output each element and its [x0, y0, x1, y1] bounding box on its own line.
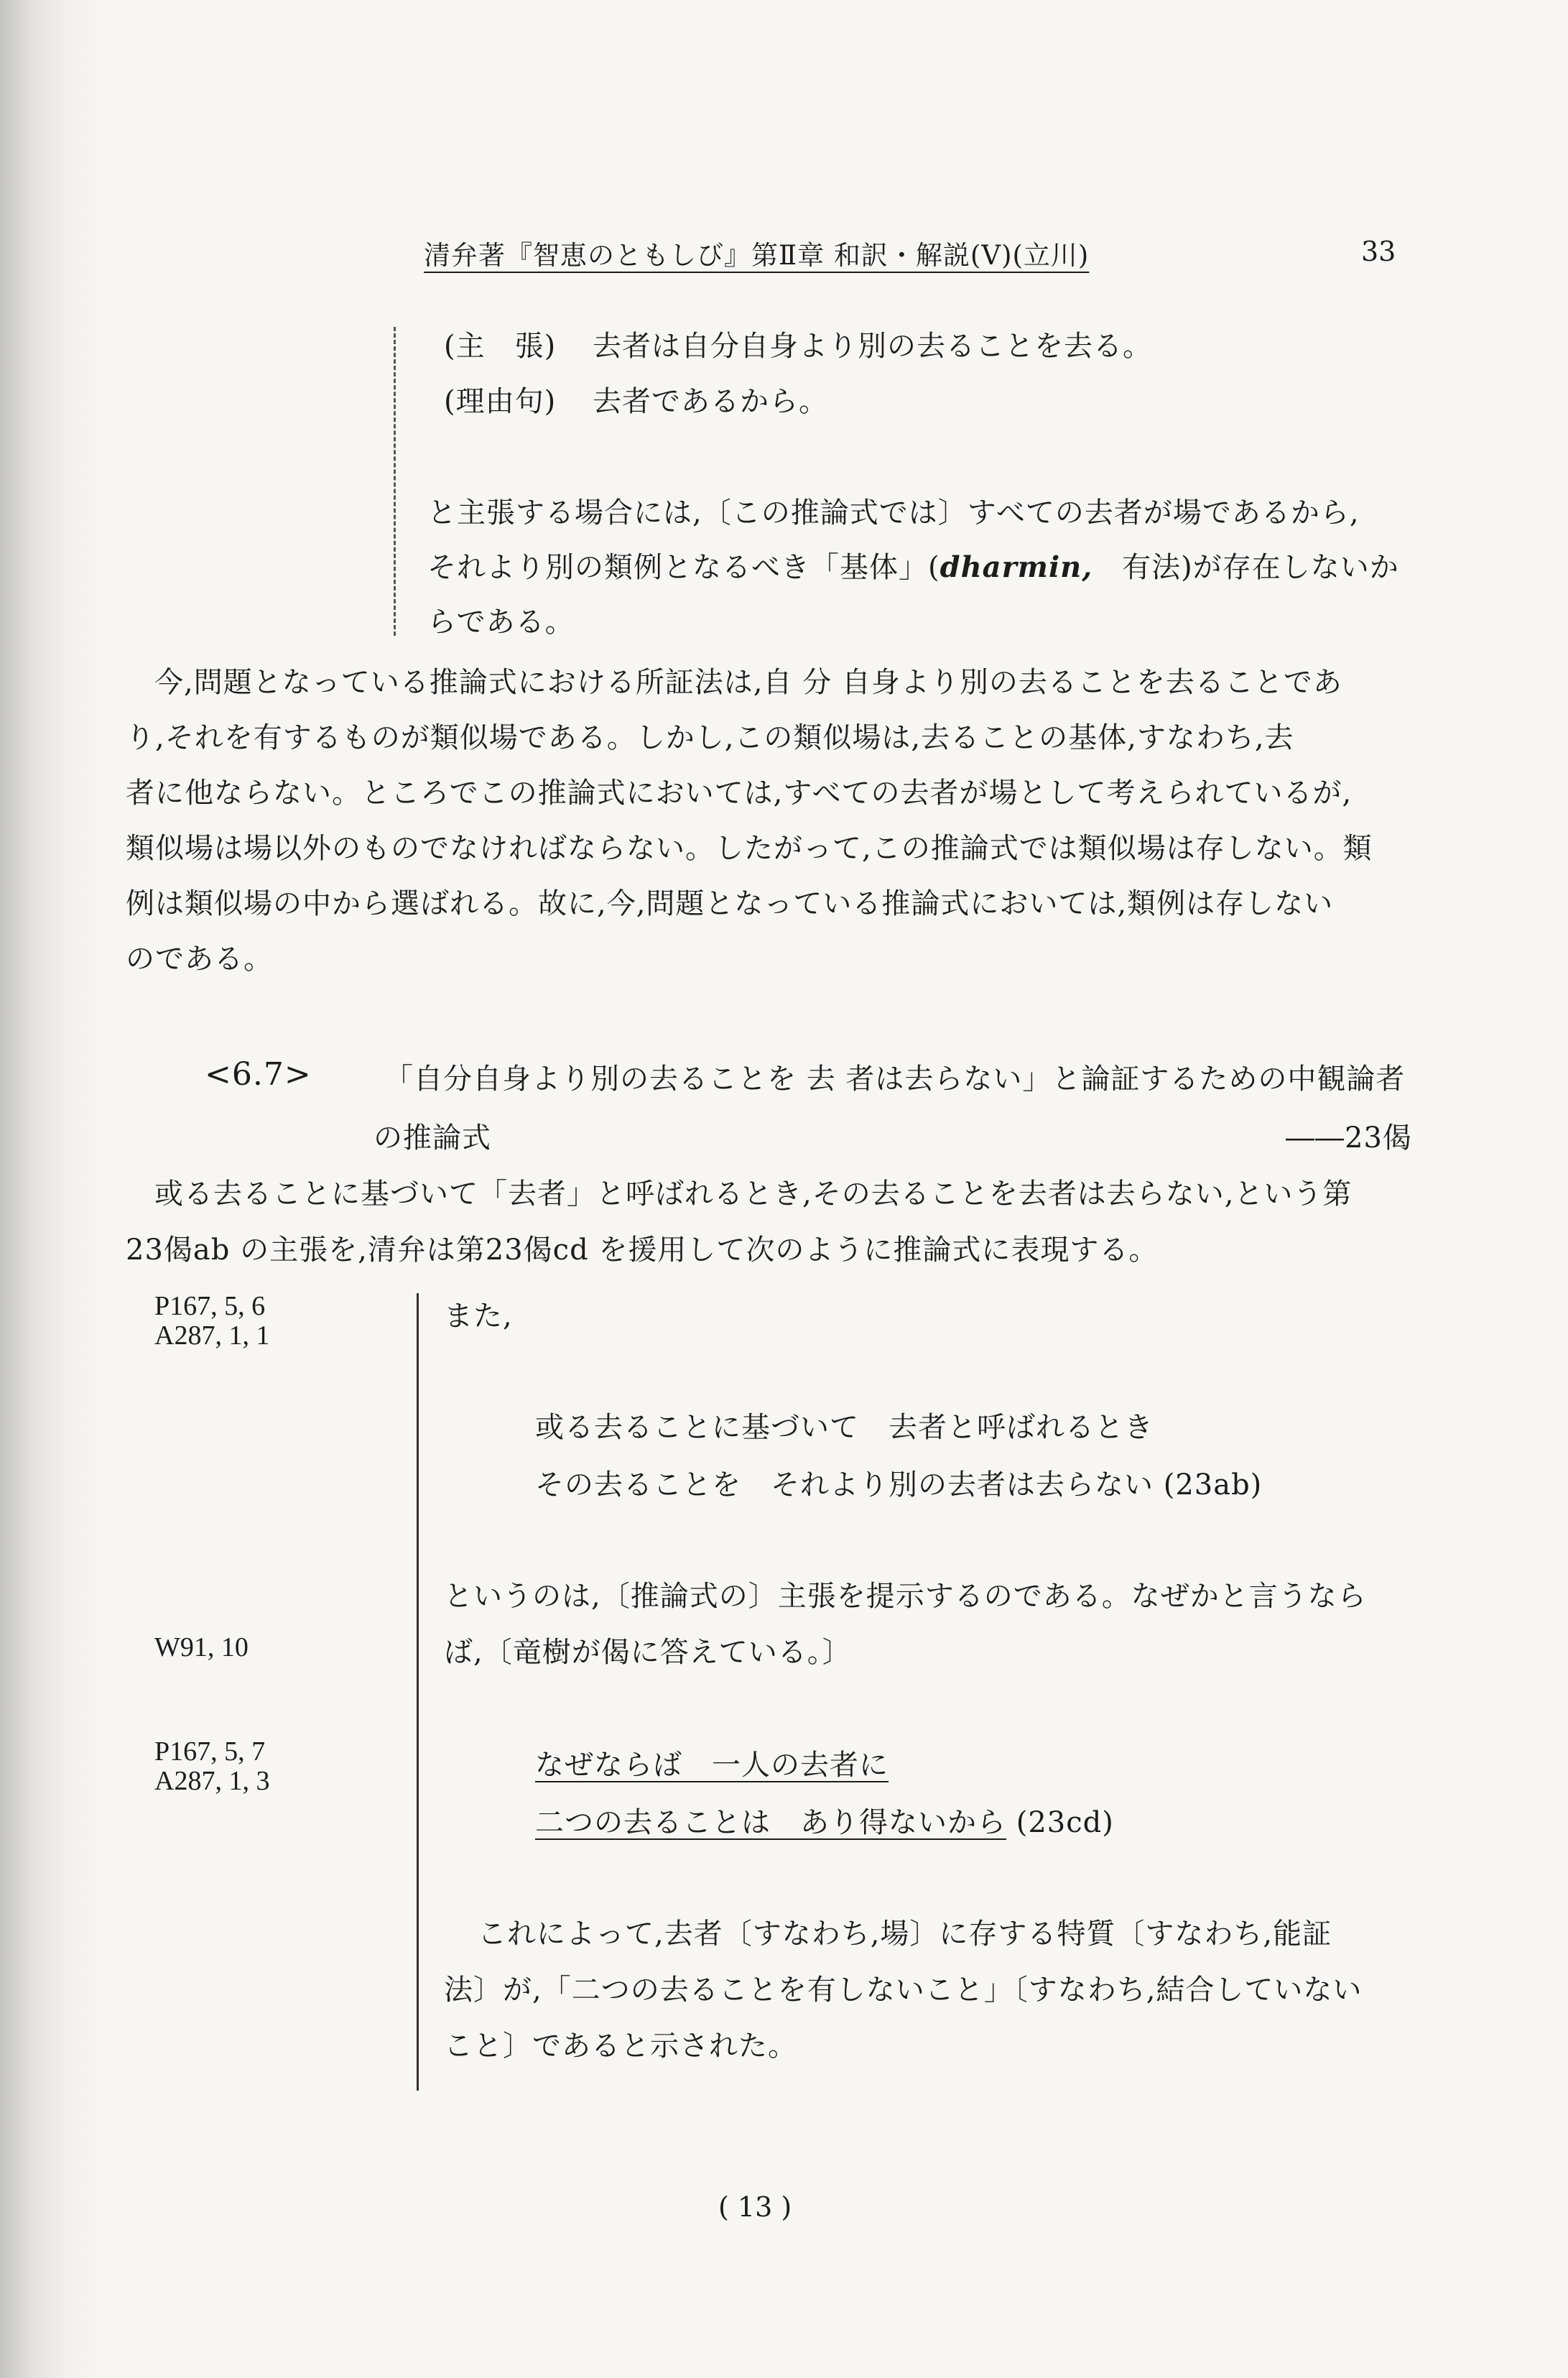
claim-label: (主 張): [444, 330, 557, 363]
section-verse-ref: ――23偈: [1286, 1121, 1412, 1155]
para2-line-2: 23偈ab の主張を,清弁は第23偈cd を援用して次のように推論式に表現する。: [126, 1234, 1159, 1267]
para2-line-1: 或る去ることに基づいて「去者」と呼ばれるとき,その去ることを去者は去らない,という第: [154, 1178, 1353, 1211]
footer-page-label: ( 13 ): [718, 2191, 792, 2223]
verse-line-4: [535, 1800, 1114, 1841]
section-title-line-2: の推論式: [374, 1121, 491, 1155]
reason-text: 去者であるから。: [593, 385, 828, 418]
reference-column-rule: [417, 1293, 419, 2091]
ref-w91-10: W91, 10: [154, 1632, 249, 1662]
comment-line-1: というのは,〔推論式の〕主張を提示するのである。なぜかと言うなら: [444, 1580, 1367, 1613]
reason-label: (理由句): [444, 385, 557, 418]
para1-line-3: 者に他ならない。ところでこの推論式においては,すべての去者が場として考えられているが,: [126, 777, 1353, 810]
verse-line-4-tail: (23cd): [1006, 1806, 1114, 1839]
verse-line-1: 或る去ることに基づいて 去者と呼ばれるとき: [535, 1411, 1154, 1444]
quote-mata: また,: [444, 1300, 513, 1333]
page-number: 33: [1361, 236, 1396, 267]
para1-line-5: 例は類似場の中から選ばれる。故に,今,問題となっている推論式においては,類例は存しない: [126, 887, 1334, 920]
claim-text: 去者は自分自身より別の去ることを去る。: [593, 330, 1152, 363]
block1-line-3: らである。: [427, 606, 575, 639]
block1-line-2b: 有法)が存在しないか: [1093, 551, 1399, 584]
scan-edge-shadow: [0, 0, 101, 2378]
para1-line-2: り,それを有するものが類似場である。しかし,この類似場は,去ることの基体,すなわち,去: [126, 721, 1294, 754]
section-title-line-1: 「自分自身より別の去ることを 去 者は去らない」と論証するための中観論者: [384, 1063, 1406, 1096]
block1-line-1: と主張する場合には,〔この推論式では〕すべての去者が場であるから,: [427, 496, 1360, 529]
verse-line-4-underlined: 二つの去ることは あり得ないから: [535, 1806, 1006, 1839]
para1-line-4: 類似場は場以外のものでなければならない。したがって,この推論式では類似場は存しない。類: [126, 832, 1373, 865]
section-number: <6.7>: [205, 1056, 312, 1093]
conclusion-line-3: こと〕であると示された。: [444, 2030, 797, 2063]
dharmin-term: dharmin,: [940, 550, 1093, 584]
conclusion-line-2: 法〕が,「二つの去ることを有しないこと」〔すなわち,結合していない: [444, 1974, 1363, 2007]
conclusion-line-1: これによって,去者〔すなわち,場〕に存する特質〔すなわち,能証: [478, 1917, 1332, 1951]
ref-a287-1-3: A287, 1, 3: [154, 1766, 270, 1796]
verse-line-3: なぜならば 一人の去者に: [535, 1749, 889, 1782]
verse-line-2: その去ることを それより別の去者は去らない (23ab): [535, 1468, 1263, 1502]
block1-line-2: [427, 545, 1399, 586]
dashed-margin-rule: [394, 327, 396, 636]
ref-p167-5-7: P167, 5, 7: [154, 1736, 266, 1767]
para1-line-6: のである。: [126, 943, 273, 976]
running-header: 清弁著『智恵のともしび』第Ⅱ章 和訳・解説(Ⅴ)(立川): [424, 240, 1090, 271]
block1-line-2a: それより別の類例となるべき「基体」(: [427, 551, 940, 584]
ref-a287-1-1: A287, 1, 1: [154, 1320, 270, 1351]
para1-line-1: 今,問題となっている推論式における所証法は,自 分 自身より別の去ることを去ることであ: [154, 666, 1342, 699]
ref-p167-5-6: P167, 5, 6: [154, 1291, 266, 1321]
comment-line-2: ば,〔竜樹が偈に答えている。〕: [444, 1636, 852, 1669]
